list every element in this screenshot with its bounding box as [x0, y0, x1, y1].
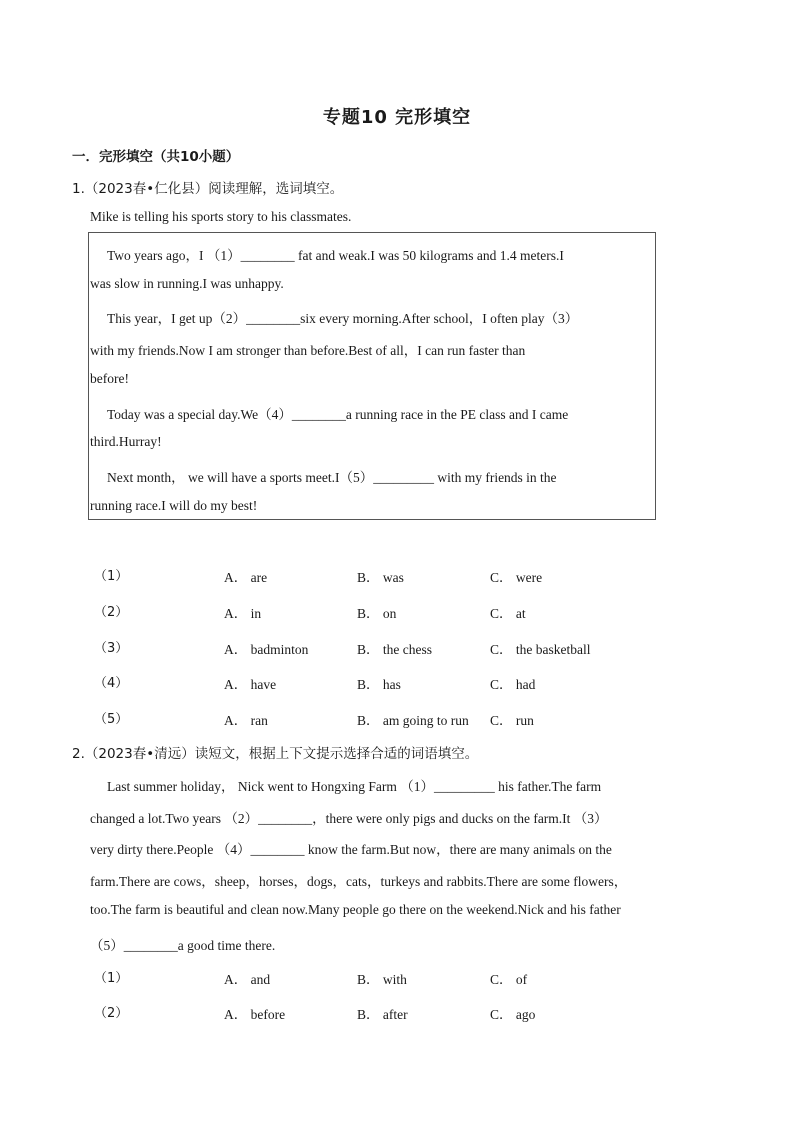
passage-line: running race.I will do my best! [90, 498, 258, 513]
option-c[interactable]: C． were [490, 570, 543, 585]
passage-line: This year，I get up（2）________six every morning.After school，I often play（3） [107, 311, 579, 326]
option-b[interactable]: B． after [357, 1007, 408, 1022]
option-c[interactable]: C． of [490, 972, 528, 987]
option-c[interactable]: C． ago [490, 1007, 536, 1022]
passage-line: third.Hurray! [90, 434, 162, 449]
option-a[interactable]: A． before [224, 1007, 286, 1022]
option-row-number: （2） [94, 1006, 129, 1021]
option-c[interactable]: C． at [490, 606, 526, 621]
passage-line: Today was a special day.We（4）________a running race in the PE class and I came [107, 407, 569, 422]
page-title: 专题10 完形填空 [322, 107, 472, 128]
option-a[interactable]: A． ran [224, 713, 268, 728]
option-c[interactable]: C． the basketball [490, 642, 591, 657]
question-1-intro: Mike is telling his sports story to his classmates. [90, 209, 352, 224]
passage-line: very dirty there.People （4）________ know the farm.But now，there are many animals on the [90, 842, 612, 857]
option-row-number: （3） [94, 641, 129, 656]
option-a[interactable]: A． in [224, 606, 262, 621]
passage-line: with my friends.Now I am stronger than before.Best of all，I can run faster than [90, 343, 526, 358]
option-c[interactable]: C． run [490, 713, 534, 728]
option-row-number: （5） [94, 712, 129, 727]
option-row-number: （1） [94, 569, 129, 584]
option-b[interactable]: B． am going to run [357, 713, 469, 728]
passage-line: （5）________a good time there. [90, 938, 276, 953]
option-row-number: （2） [94, 605, 129, 620]
option-b[interactable]: B． the chess [357, 642, 432, 657]
section-heading: 一．完形填空（共10小题） [72, 149, 240, 165]
passage-line: before! [90, 371, 129, 386]
option-a[interactable]: A． are [224, 570, 268, 585]
option-a[interactable]: A． and [224, 972, 271, 987]
passage-line: Next month， we will have a sports meet.I（5）_________ with my friends in the [107, 470, 557, 485]
option-c[interactable]: C． had [490, 677, 536, 692]
option-b[interactable]: B． on [357, 606, 397, 621]
option-b[interactable]: B． was [357, 570, 404, 585]
option-a[interactable]: A． badminton [224, 642, 309, 657]
passage-line: changed a lot.Two years （2）________，there were only pigs and ducks on the farm.It （3） [90, 811, 608, 826]
question-1-header: 1.（2023春•仁化县）阅读理解，选词填空。 [72, 181, 344, 197]
option-row-number: （4） [94, 676, 129, 691]
passage-line: too.The farm is beautiful and clean now.Many people go there on the weekend.Nick and his father [90, 902, 621, 917]
option-b[interactable]: B． with [357, 972, 407, 987]
option-row-number: （1） [94, 971, 129, 986]
passage-line: Two years ago，I （1）________ fat and weak.I was 50 kilograms and 1.4 meters.I [107, 248, 564, 263]
option-b[interactable]: B． has [357, 677, 401, 692]
passage-line: was slow in running.I was unhappy. [90, 276, 284, 291]
passage-line: farm.There are cows，sheep，horses，dogs，cats，turkeys and rabbits.There are some flowers， [90, 874, 628, 889]
passage-line: Last summer holiday， Nick went to Hongxing Farm （1）_________ his father.The farm [107, 779, 602, 794]
question-2-header: 2.（2023春•清远）读短文，根据上下文提示选择合适的词语填空。 [72, 746, 479, 762]
option-a[interactable]: A． have [224, 677, 277, 692]
